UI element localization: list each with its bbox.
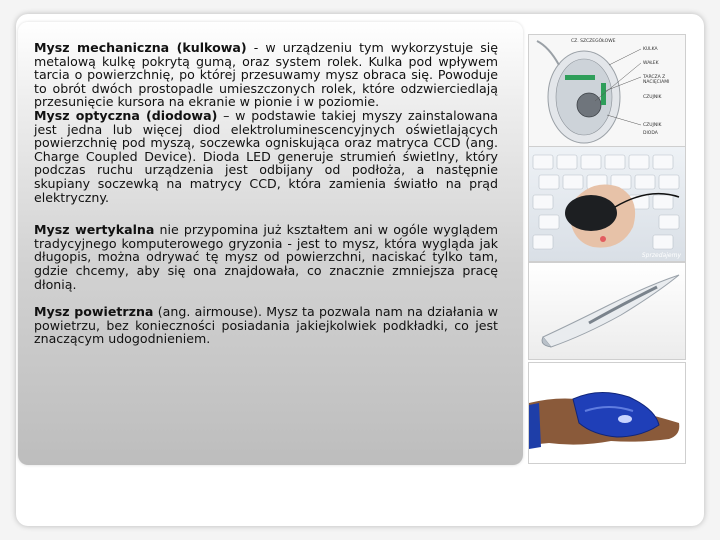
paragraph-wertykalna bbox=[34, 223, 498, 291]
paragraph-body: - w urządzeniu tym wykorzystuje się metalową kulkę pokrytą gumą, oraz system rolek. Kulka pod wpływem tarcia o powierzchnię, po której przesuwamy mysz obraca się. Powoduje to obrót dwóch prostopadle umieszczonych rolek, które odzwierciedlają przesunięcie kursora na ekranie w pionie i w poziomie. bbox=[34, 40, 498, 110]
vertical-mouse-illustration bbox=[529, 263, 685, 359]
caption: DIODA bbox=[643, 131, 658, 136]
air-mouse-illustration bbox=[529, 363, 685, 463]
air-mouse-image bbox=[528, 362, 686, 464]
vertical-mouse-image bbox=[528, 262, 686, 360]
term-label: Mysz optyczna (diodowa) bbox=[34, 107, 218, 123]
optical-mouse-image bbox=[528, 146, 686, 262]
ball-mouse-image bbox=[528, 34, 686, 148]
term-label: Mysz mechaniczna (kulkowa) bbox=[34, 40, 247, 55]
watermark: Sprzedajemy bbox=[641, 252, 681, 259]
paragraph-body: (ang. airmouse). Mysz ta pozwala nam na działania w powietrzu, bez konieczności posiadania jakiejkolwiek podkładki, co jest znaczącym udogodnieniem. bbox=[34, 304, 499, 347]
caption: KULKA bbox=[643, 47, 658, 52]
caption: CZUJNIK bbox=[643, 123, 662, 128]
paragraph-body: – w podstawie takiej myszy zainstalowana jest jedna lub więcej diod elektroluminescencyjnych oświetlających powierzchnię pod myszą, soczewka ogniskująca oraz matryca CCD (ang. Charge Coupled Device). Dioda LED generuje strumień świetlny, który podczas ruchu urządzenia jest odbijany od podłoża, a następnie skupiany soczewką na matrycy CCD, która zamienia światło na prąd elektryczny. bbox=[34, 107, 498, 205]
term-label: Mysz powietrzna bbox=[34, 304, 154, 320]
caption: WAŁEK bbox=[643, 61, 659, 66]
paragraph-body: nie przypomina już kształtem ani w ogóle wyglądem tradycyjnego komputerowego gryzonia - jest to mysz, która wygląda jak długopis, można odrywać tę mysz od powierzchni, naciskać tylko tam, gdzie chcemy, aby się ona znajdowała, co znacznie zmniejsza pracę dłonią. bbox=[34, 222, 498, 292]
caption: CZUJNIK bbox=[643, 95, 662, 100]
paragraph-powietrzna bbox=[34, 305, 498, 346]
caption: TARCZA Z NACIĘCIAMI bbox=[643, 75, 670, 85]
term-label: Mysz wertykalna bbox=[34, 222, 155, 238]
slide-text bbox=[34, 41, 498, 346]
caption: CZ. SZCZEGÓŁOWE bbox=[571, 39, 616, 44]
paragraph-optyczna bbox=[34, 109, 498, 204]
paragraph-mechaniczna bbox=[34, 41, 498, 109]
ball-mouse-illustration bbox=[529, 35, 685, 147]
optical-mouse-illustration bbox=[529, 147, 685, 261]
